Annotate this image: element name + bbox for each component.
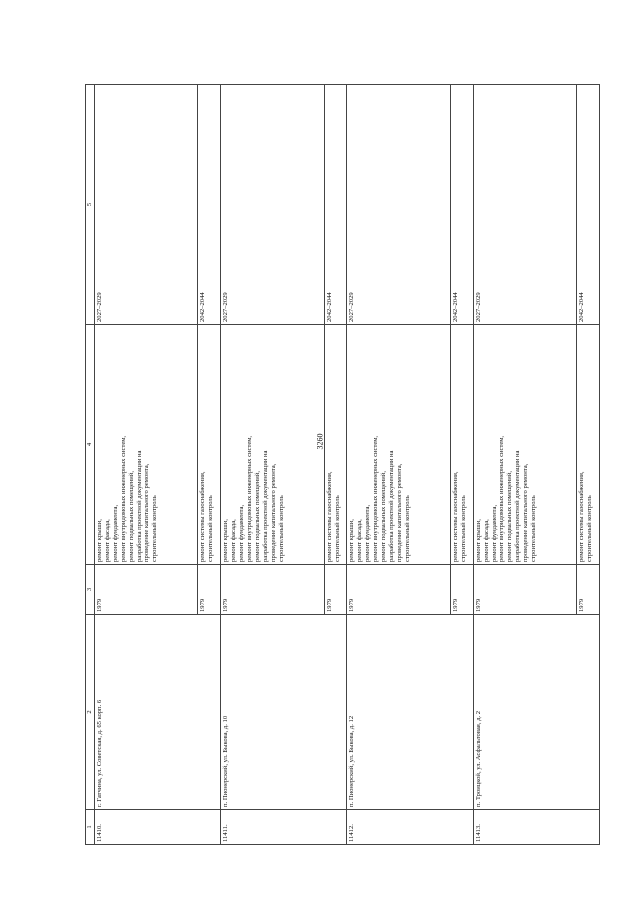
work-item: разработка проектной документации на	[388, 450, 395, 562]
work-item: ремонт фундамента,	[111, 504, 119, 562]
work-item: проведение капитального ремонта,	[522, 463, 530, 562]
capital-repair-table	[85, 84, 600, 845]
work-item: строительный контроль	[403, 495, 411, 562]
year-cell: 1979	[198, 565, 221, 615]
work-item: проведение капитального ремонта,	[395, 463, 403, 562]
work-item: ремонт внутридомовых инженерных систем,	[498, 435, 506, 562]
work-item: ремонт фундамента,	[364, 504, 372, 562]
year-cell: 1979	[324, 565, 347, 615]
row-number: 11413.	[473, 810, 599, 845]
year-cell: 1979	[473, 565, 576, 615]
period-cell: 2027–2029	[473, 85, 576, 325]
year-cell: 1979	[577, 565, 600, 615]
header-row	[86, 85, 95, 845]
period-cell: 2027–2029	[221, 85, 324, 325]
header-col-4: 4	[86, 325, 95, 565]
header-col-2: 2	[86, 615, 95, 810]
period-cell: 2042–2044	[198, 85, 221, 325]
rotated-table-container	[85, 85, 600, 845]
work-item: строительный контроль	[530, 495, 538, 562]
row-number: 11410.	[95, 810, 221, 845]
header-col-1: 1	[86, 810, 95, 845]
work-item: проведение капитального ремонта,	[143, 463, 151, 562]
year-cell: 1979	[221, 565, 324, 615]
work-item: ремонт подвальных помещений,	[127, 471, 135, 562]
header-col-3: 3	[86, 565, 95, 615]
work-item: ремонт крыши,	[474, 519, 482, 562]
table-header	[86, 85, 95, 845]
year-cell: 1979	[347, 565, 450, 615]
table-row	[95, 85, 198, 845]
work-item: ремонт внутридомовых инженерных систем,	[245, 435, 253, 562]
work-item: проведение капитального ремонта,	[269, 463, 277, 562]
work-item: ремонт подвальных помещений,	[380, 471, 388, 562]
works-cell	[95, 325, 198, 565]
works-cell	[347, 325, 450, 565]
work-item: ремонт подвальных помещений,	[506, 471, 514, 562]
row-number: 11412.	[347, 810, 473, 845]
work-item: ремонт внутридомовых инженерных систем,	[119, 435, 127, 562]
work-item: ремонт системы газоснабжения,	[578, 471, 586, 562]
work-item: ремонт системы газоснабжения,	[451, 471, 459, 562]
table-row	[347, 85, 450, 845]
work-item: строительный контроль	[207, 495, 215, 562]
page-number: 3260	[315, 433, 325, 450]
table-body	[95, 85, 600, 845]
work-item: ремонт фундамента,	[490, 504, 498, 562]
work-item: разработка проектной документации на	[261, 450, 269, 562]
works-cell	[324, 325, 347, 565]
table-row	[221, 85, 324, 845]
work-item: ремонт подвальных помещений,	[253, 471, 261, 562]
works-cell	[473, 325, 576, 565]
work-item: ремонт фасада,	[230, 519, 238, 562]
year-cell: 1979	[450, 565, 473, 615]
works-cell	[221, 325, 324, 565]
work-item: строительный контроль	[333, 495, 341, 562]
works-cell	[198, 325, 221, 565]
work-item: ремонт фундамента,	[238, 504, 246, 562]
period-cell: 2027–2029	[95, 85, 198, 325]
works-cell	[450, 325, 473, 565]
work-item: ремонт внутридомовых инженерных систем,	[372, 435, 380, 562]
address-cell: г. Гатчина, ул. Советская, д. 65 корп. 6	[95, 615, 221, 810]
work-item: строительный контроль	[151, 495, 159, 562]
table-row	[473, 85, 576, 845]
work-item: ремонт фасада,	[103, 519, 111, 562]
address-cell: п. Пионерский, ул. Быкова, д. 10	[221, 615, 347, 810]
work-item: ремонт фасада,	[482, 519, 490, 562]
period-cell: 2027–2029	[347, 85, 450, 325]
work-item: строительный контроль	[459, 495, 467, 562]
work-item: разработка проектной документации на	[514, 450, 522, 562]
work-item: ремонт крыши,	[222, 519, 230, 562]
work-item: ремонт крыши,	[348, 519, 356, 562]
works-cell	[577, 325, 600, 565]
work-item: ремонт фасада,	[356, 519, 364, 562]
work-item: строительный контроль	[277, 495, 285, 562]
work-item: ремонт системы газоснабжения,	[199, 471, 207, 562]
year-cell: 1979	[95, 565, 198, 615]
work-item: ремонт крыши,	[96, 519, 103, 562]
address-cell: п. Пионерский, ул. Быкова, д. 12	[347, 615, 473, 810]
work-item: строительный контроль	[586, 495, 594, 562]
period-cell: 2042–2044	[324, 85, 347, 325]
work-item: ремонт системы газоснабжения,	[325, 471, 333, 562]
work-item: разработка проектной документации на	[135, 450, 143, 562]
address-cell: п. Троицкой, ул. Асфальтовая, д. 2	[473, 615, 599, 810]
header-col-5: 5	[86, 85, 95, 325]
period-cell: 2042–2044	[577, 85, 600, 325]
period-cell: 2042–2044	[450, 85, 473, 325]
row-number: 11411.	[221, 810, 347, 845]
